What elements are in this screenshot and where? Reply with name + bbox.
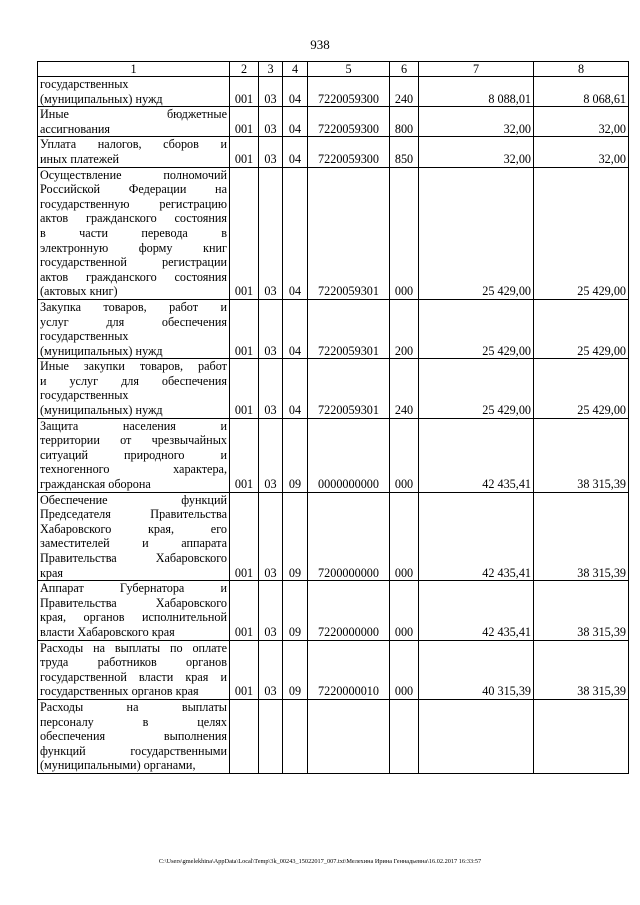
row-name-line: ситуаций природного и (40, 447, 227, 462)
row-section-code: 03 (259, 167, 283, 299)
row-name-line: в части перевода в (40, 225, 227, 240)
row-name-line: функций государственными (40, 743, 227, 758)
row-target-code: 7220059301 (308, 167, 390, 299)
row-subsection-code: 09 (283, 581, 308, 640)
header-col-8: 8 (534, 62, 629, 77)
row-name-line: государственную регистрацию (40, 196, 227, 211)
row-subsection-code: 09 (283, 640, 308, 699)
header-col-7: 7 (419, 62, 534, 77)
row-expense-type: 200 (390, 299, 419, 358)
row-admin-code: 001 (230, 107, 259, 137)
row-name-line: заместителей и аппарата (40, 536, 227, 551)
row-section-code: 03 (259, 137, 283, 167)
row-amount-actual: 25 429,00 (534, 167, 629, 299)
row-admin-code: 001 (230, 492, 259, 581)
row-subsection-code: 04 (283, 299, 308, 358)
row-name-line: Правительства Хабаровского (40, 551, 227, 565)
row-target-code: 7220059300 (308, 77, 390, 107)
row-expense-type: 240 (390, 359, 419, 418)
row-name-line: края (40, 565, 64, 580)
row-name-line: электронную форму книг (40, 240, 227, 255)
row-amount-plan: 25 429,00 (419, 167, 534, 299)
row-amount-plan (419, 699, 534, 773)
row-expense-type: 000 (390, 418, 419, 492)
row-amount-actual: 8 068,61 (534, 77, 629, 107)
row-expense-type: 800 (390, 107, 419, 137)
row-subsection-code: 04 (283, 359, 308, 418)
row-name-line: государственной регистрации (40, 255, 227, 270)
row-amount-actual: 38 315,39 (534, 640, 629, 699)
row-target-code: 7220059301 (308, 359, 390, 418)
row-name-line: власти Хабаровского края (40, 624, 175, 639)
row-name-line: Аппарат Губернатора и (40, 581, 227, 596)
row-amount-actual: 25 429,00 (534, 299, 629, 358)
row-amount-plan: 8 088,01 (419, 77, 534, 107)
row-name (38, 492, 230, 581)
row-section-code: 03 (259, 77, 283, 107)
header-col-5: 5 (308, 62, 390, 77)
row-section-code: 03 (259, 418, 283, 492)
row-amount-actual: 32,00 (534, 137, 629, 167)
row-name-line: Иные бюджетные (40, 107, 227, 122)
row-subsection-code (283, 699, 308, 773)
row-amount-plan: 32,00 (419, 107, 534, 137)
row-name-line: государственных (40, 77, 129, 91)
row-subsection-code: 09 (283, 492, 308, 581)
row-expense-type: 850 (390, 137, 419, 167)
row-expense-type: 000 (390, 640, 419, 699)
row-name-line: края, органов исполнительной (40, 610, 227, 625)
row-name (38, 640, 230, 699)
row-name-line: (муниципальных) нужд (40, 91, 163, 106)
row-name-line: услуг для обеспечения (40, 314, 227, 329)
table-body (38, 77, 629, 774)
table-row (38, 167, 629, 299)
row-name (38, 77, 230, 107)
row-name-line: (муниципальных) нужд (40, 343, 163, 358)
row-name-line: (муниципальных) нужд (40, 403, 163, 418)
row-amount-plan: 25 429,00 (419, 359, 534, 418)
row-target-code: 7220059300 (308, 137, 390, 167)
row-expense-type (390, 699, 419, 773)
row-name-line: Расходы на выплаты по оплате (40, 640, 227, 655)
row-section-code: 03 (259, 640, 283, 699)
row-section-code: 03 (259, 581, 283, 640)
row-name-line: Председателя Правительства (40, 507, 227, 522)
row-amount-actual: 32,00 (534, 107, 629, 137)
row-name-line: Расходы на выплаты (40, 699, 227, 714)
header-col-6: 6 (390, 62, 419, 77)
row-name-line: актов гражданского состояния (40, 269, 227, 284)
row-name-line: территории от чрезвычайных (40, 433, 227, 448)
row-name (38, 418, 230, 492)
row-admin-code: 001 (230, 77, 259, 107)
row-name-line: персоналу в целях (40, 714, 227, 729)
row-amount-plan: 32,00 (419, 137, 534, 167)
row-expense-type: 000 (390, 492, 419, 581)
row-name-line: Российской Федерации на (40, 182, 227, 197)
row-section-code: 03 (259, 107, 283, 137)
row-admin-code: 001 (230, 137, 259, 167)
table-row (38, 137, 629, 167)
row-expense-type: 240 (390, 77, 419, 107)
table-row (38, 299, 629, 358)
row-amount-actual: 38 315,39 (534, 581, 629, 640)
row-name-line: и услуг для обеспечения (40, 373, 227, 388)
row-amount-actual: 38 315,39 (534, 492, 629, 581)
row-name-line: Закупка товаров, работ и (40, 299, 227, 314)
row-admin-code: 001 (230, 581, 259, 640)
row-name-line: ассигнования (40, 121, 111, 136)
row-name (38, 107, 230, 137)
table-row (38, 640, 629, 699)
row-target-code: 0000000000 (308, 418, 390, 492)
row-target-code: 7220059301 (308, 299, 390, 358)
row-section-code (259, 699, 283, 773)
row-name (38, 299, 230, 358)
row-subsection-code: 04 (283, 137, 308, 167)
row-name (38, 137, 230, 167)
row-amount-actual: 38 315,39 (534, 418, 629, 492)
table-row (38, 77, 629, 107)
table-row (38, 581, 629, 640)
header-col-4: 4 (283, 62, 308, 77)
row-name (38, 167, 230, 299)
page-number: 938 (310, 37, 330, 52)
header-row (38, 62, 629, 77)
row-name-line: Обеспечение функций (40, 492, 227, 507)
row-name-line: Правительства Хабаровского (40, 595, 227, 610)
row-name-line: государственной власти края и (40, 669, 227, 684)
row-subsection-code: 04 (283, 167, 308, 299)
header-col-1: 1 (38, 62, 230, 77)
header-col-3: 3 (259, 62, 283, 77)
row-name-line: обеспечения выполнения (40, 729, 227, 744)
row-name-line: (актовых книг) (40, 284, 118, 299)
row-admin-code: 001 (230, 167, 259, 299)
table-row (38, 359, 629, 418)
row-name-line: государственных органов края (40, 684, 199, 699)
table-row (38, 418, 629, 492)
row-admin-code: 001 (230, 299, 259, 358)
row-section-code: 03 (259, 359, 283, 418)
row-name-line: Осуществление полномочий (40, 167, 227, 182)
row-target-code: 7220000000 (308, 581, 390, 640)
table-row (38, 492, 629, 581)
row-admin-code (230, 699, 259, 773)
row-admin-code: 001 (230, 640, 259, 699)
row-target-code: 7200000000 (308, 492, 390, 581)
row-target-code: 7220000010 (308, 640, 390, 699)
row-amount-actual: 25 429,00 (534, 359, 629, 418)
row-amount-actual (534, 699, 629, 773)
row-section-code: 03 (259, 492, 283, 581)
row-name (38, 699, 230, 773)
row-expense-type: 000 (390, 581, 419, 640)
row-name-line: техногенного характера, (40, 462, 227, 477)
row-name-line: Хабаровского края, его (40, 521, 227, 536)
row-name-line: государственных (40, 388, 129, 403)
row-amount-plan: 42 435,41 (419, 418, 534, 492)
row-target-code (308, 699, 390, 773)
table-row (38, 107, 629, 137)
row-admin-code: 001 (230, 359, 259, 418)
row-name-line: (муниципальными) органами, (40, 758, 196, 773)
row-amount-plan: 25 429,00 (419, 299, 534, 358)
row-name (38, 359, 230, 418)
row-name-line: Уплата налогов, сборов и (40, 137, 227, 152)
row-admin-code: 001 (230, 418, 259, 492)
row-expense-type: 000 (390, 167, 419, 299)
row-section-code: 03 (259, 299, 283, 358)
row-target-code: 7220059300 (308, 107, 390, 137)
budget-table (37, 61, 629, 774)
row-name-line: Иные закупки товаров, работ (40, 359, 227, 374)
footer-path: C:\Users\gmelekhina\AppData\Local\Temp\3k_00243_15022017_007.txt\Мелехина Ирина Геннадьевна\16.02.2017 16:33:57 (158, 858, 482, 865)
row-amount-plan: 42 435,41 (419, 581, 534, 640)
row-subsection-code: 04 (283, 77, 308, 107)
row-name-line: иных платежей (40, 151, 119, 166)
row-name (38, 581, 230, 640)
row-subsection-code: 09 (283, 418, 308, 492)
row-name-line: актов гражданского состояния (40, 211, 227, 226)
row-amount-plan: 42 435,41 (419, 492, 534, 581)
row-subsection-code: 04 (283, 107, 308, 137)
row-name-line: Защита населения и (40, 418, 227, 433)
row-name-line: государственных (40, 329, 129, 344)
row-name-line: труда работников органов (40, 655, 227, 670)
table-row (38, 699, 629, 773)
row-name-line: гражданская оборона (40, 477, 151, 492)
row-amount-plan: 40 315,39 (419, 640, 534, 699)
header-col-2: 2 (230, 62, 259, 77)
